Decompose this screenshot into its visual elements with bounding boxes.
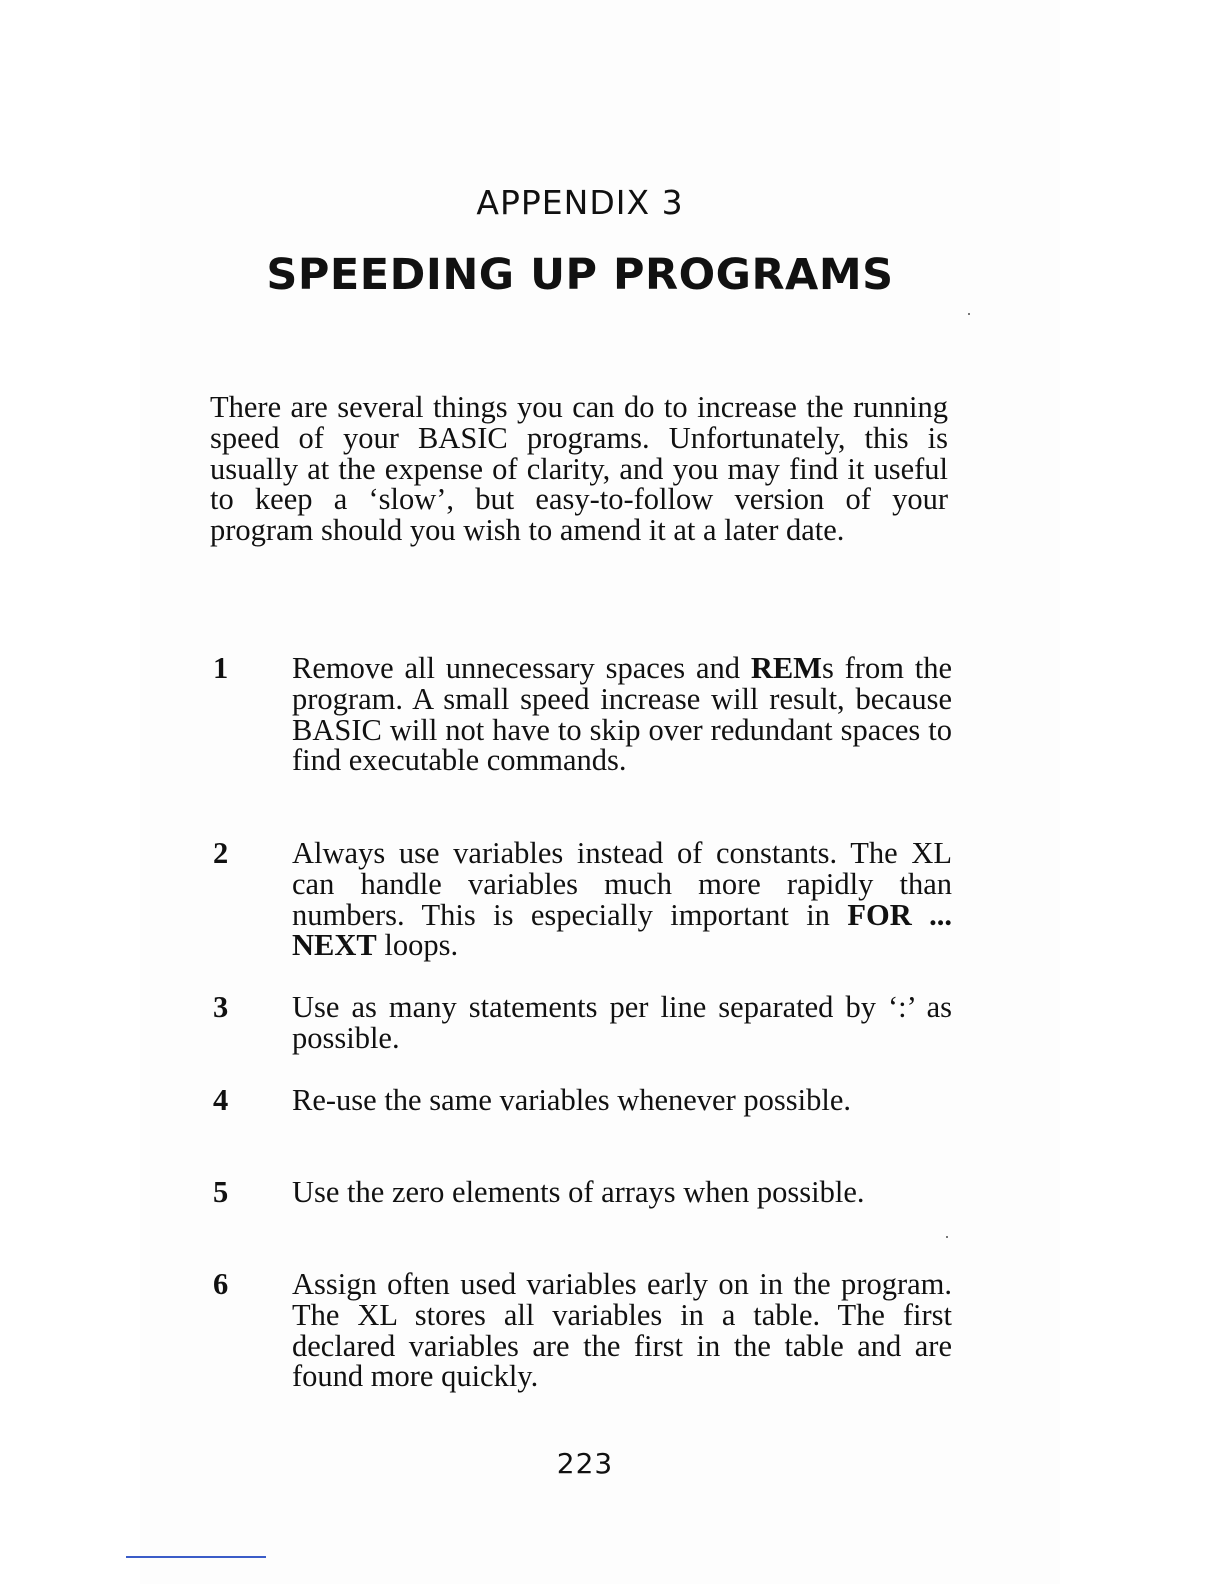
- appendix-label: APPENDIX 3: [476, 183, 684, 222]
- item-number: 3: [213, 990, 229, 1024]
- list-item: [210, 653, 952, 776]
- item-text: Assign often used variables early on in the program. The XL stores all variables in a table. The first declared variables are the first in the table and are found more quickly.: [292, 1267, 952, 1394]
- list-item: [210, 992, 952, 1054]
- list-item: [210, 1269, 952, 1392]
- page-title: SPEEDING UP PROGRAMS: [266, 250, 894, 300]
- scan-artifact-line: [126, 1556, 266, 1558]
- scan-speck: [968, 313, 970, 315]
- item-text: Remove all unnecessary spaces and REMs from the program. A small speed increase will result, because BASIC will not have to skip over redundant spaces to find executable commands.: [292, 651, 953, 778]
- intro-paragraph: There are several things you can do to increase the running speed of your BASIC programs. Unfortunately, this is usually at the expense of clarity, and you may find it useful to keep a ‘slow’, but easy-to-follow version of your program should you wish to amend it at a later date.: [210, 390, 948, 548]
- keyword-for-next: FOR ... NEXT: [292, 897, 952, 963]
- keyword-rem: REM: [750, 651, 822, 685]
- item-number: 6: [213, 1267, 229, 1301]
- list-item: [210, 838, 952, 961]
- list-item: [210, 1177, 952, 1208]
- item-number: 5: [213, 1175, 229, 1209]
- item-number: 2: [213, 836, 229, 870]
- item-text: Use as many statements per line separated by ‘:’ as possible.: [292, 990, 952, 1055]
- list-item: [210, 1085, 952, 1116]
- page-number: 223: [556, 1447, 614, 1480]
- item-text: Re-use the same variables whenever possible.: [292, 1083, 851, 1117]
- item-text: Always use variables instead of constants. The XL can handle variables much more rapidly than numbers. This is especially important in FOR ... NEXT loops.: [292, 836, 952, 963]
- scan-speck: [946, 1236, 948, 1238]
- item-number: 1: [213, 651, 229, 685]
- item-text: Use the zero elements of arrays when possible.: [292, 1175, 865, 1209]
- item-number: 4: [213, 1083, 229, 1117]
